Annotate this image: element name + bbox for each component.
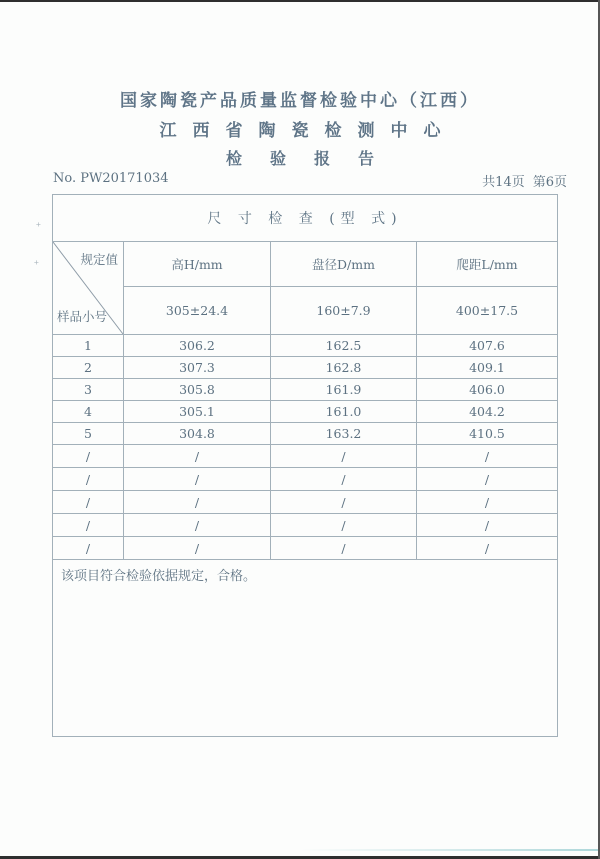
value-diameter: 162.5 [271, 335, 417, 357]
sample-no: 3 [53, 379, 124, 401]
page-total: 共14页 [482, 175, 525, 190]
value-height: 305.1 [124, 401, 271, 423]
column-header-diameter: 盘径D/mm [271, 242, 417, 287]
table-row-empty [53, 514, 558, 537]
value-height: 307.3 [124, 357, 271, 379]
conclusion-row [53, 560, 558, 737]
page-current: 第6页 [532, 175, 567, 190]
value-creepage: 406.0 [417, 379, 558, 401]
org-name-line2: 江西省陶瓷检测中心 [159, 121, 457, 141]
corner-header-cell [53, 242, 124, 335]
page-info [474, 171, 567, 190]
table-row [53, 401, 558, 423]
value-height: 305.8 [124, 379, 271, 401]
conclusion-text: 该项目符合检验依据规定，合格。 [53, 560, 558, 737]
spec-height: 305±24.4 [124, 287, 271, 335]
value-creepage: 410.5 [417, 423, 558, 445]
dimension-check-table [52, 194, 558, 737]
value-height: / [124, 445, 271, 468]
value-height: 306.2 [124, 335, 271, 357]
value-diameter: / [271, 468, 417, 491]
sample-no: / [53, 514, 124, 537]
table-row [53, 335, 558, 357]
corner-label-spec: 规定值 [80, 252, 118, 267]
scan-artifact-mark: + [34, 258, 39, 267]
spec-value-row [53, 287, 558, 335]
table-row-empty [53, 491, 558, 514]
scan-edge-top [0, 0, 600, 2]
value-diameter: 161.0 [271, 401, 417, 423]
scan-artifact-line [300, 849, 598, 851]
value-creepage: 404.2 [417, 401, 558, 423]
value-diameter: / [271, 445, 417, 468]
sample-no: / [53, 537, 124, 560]
sample-no: / [53, 445, 124, 468]
spec-diameter: 160±7.9 [271, 287, 417, 335]
table-header-row [53, 242, 558, 287]
value-creepage: / [417, 537, 558, 560]
value-diameter: 163.2 [271, 423, 417, 445]
value-creepage: / [417, 514, 558, 537]
section-title: 尺 寸 检 查 (型 式) [53, 195, 558, 242]
column-header-height: 高H/mm [124, 242, 271, 287]
value-height: / [124, 491, 271, 514]
scan-artifact-mark: + [36, 220, 41, 229]
value-diameter: 162.8 [271, 357, 417, 379]
column-header-creepage: 爬距L/mm [417, 242, 558, 287]
table-row [53, 379, 558, 401]
value-creepage: 407.6 [417, 335, 558, 357]
value-creepage: / [417, 491, 558, 514]
value-creepage: / [417, 445, 558, 468]
org-name-line1: 国家陶瓷产品质量监督检验中心（江西） [120, 91, 480, 111]
value-creepage: / [417, 468, 558, 491]
table-row-empty [53, 537, 558, 560]
sample-no: 2 [53, 357, 124, 379]
value-diameter: 161.9 [271, 379, 417, 401]
value-height: / [124, 537, 271, 560]
report-number: No. PW20171034 [53, 171, 169, 186]
value-diameter: / [271, 514, 417, 537]
value-height: 304.8 [124, 423, 271, 445]
sample-no: 1 [53, 335, 124, 357]
report-title: 检验报告 [225, 149, 402, 168]
sample-no: / [53, 468, 124, 491]
value-height: / [124, 468, 271, 491]
table-title-row [53, 195, 558, 242]
sample-no: 4 [53, 401, 124, 423]
table-row-empty [53, 468, 558, 491]
value-height: / [124, 514, 271, 537]
spec-creepage: 400±17.5 [417, 287, 558, 335]
table-row [53, 357, 558, 379]
sample-no: / [53, 491, 124, 514]
corner-label-sample: 样品小号 [57, 309, 108, 324]
value-creepage: 409.1 [417, 357, 558, 379]
table-row [53, 423, 558, 445]
value-diameter: / [271, 537, 417, 560]
sample-no: 5 [53, 423, 124, 445]
value-diameter: / [271, 491, 417, 514]
table-row-empty [53, 445, 558, 468]
